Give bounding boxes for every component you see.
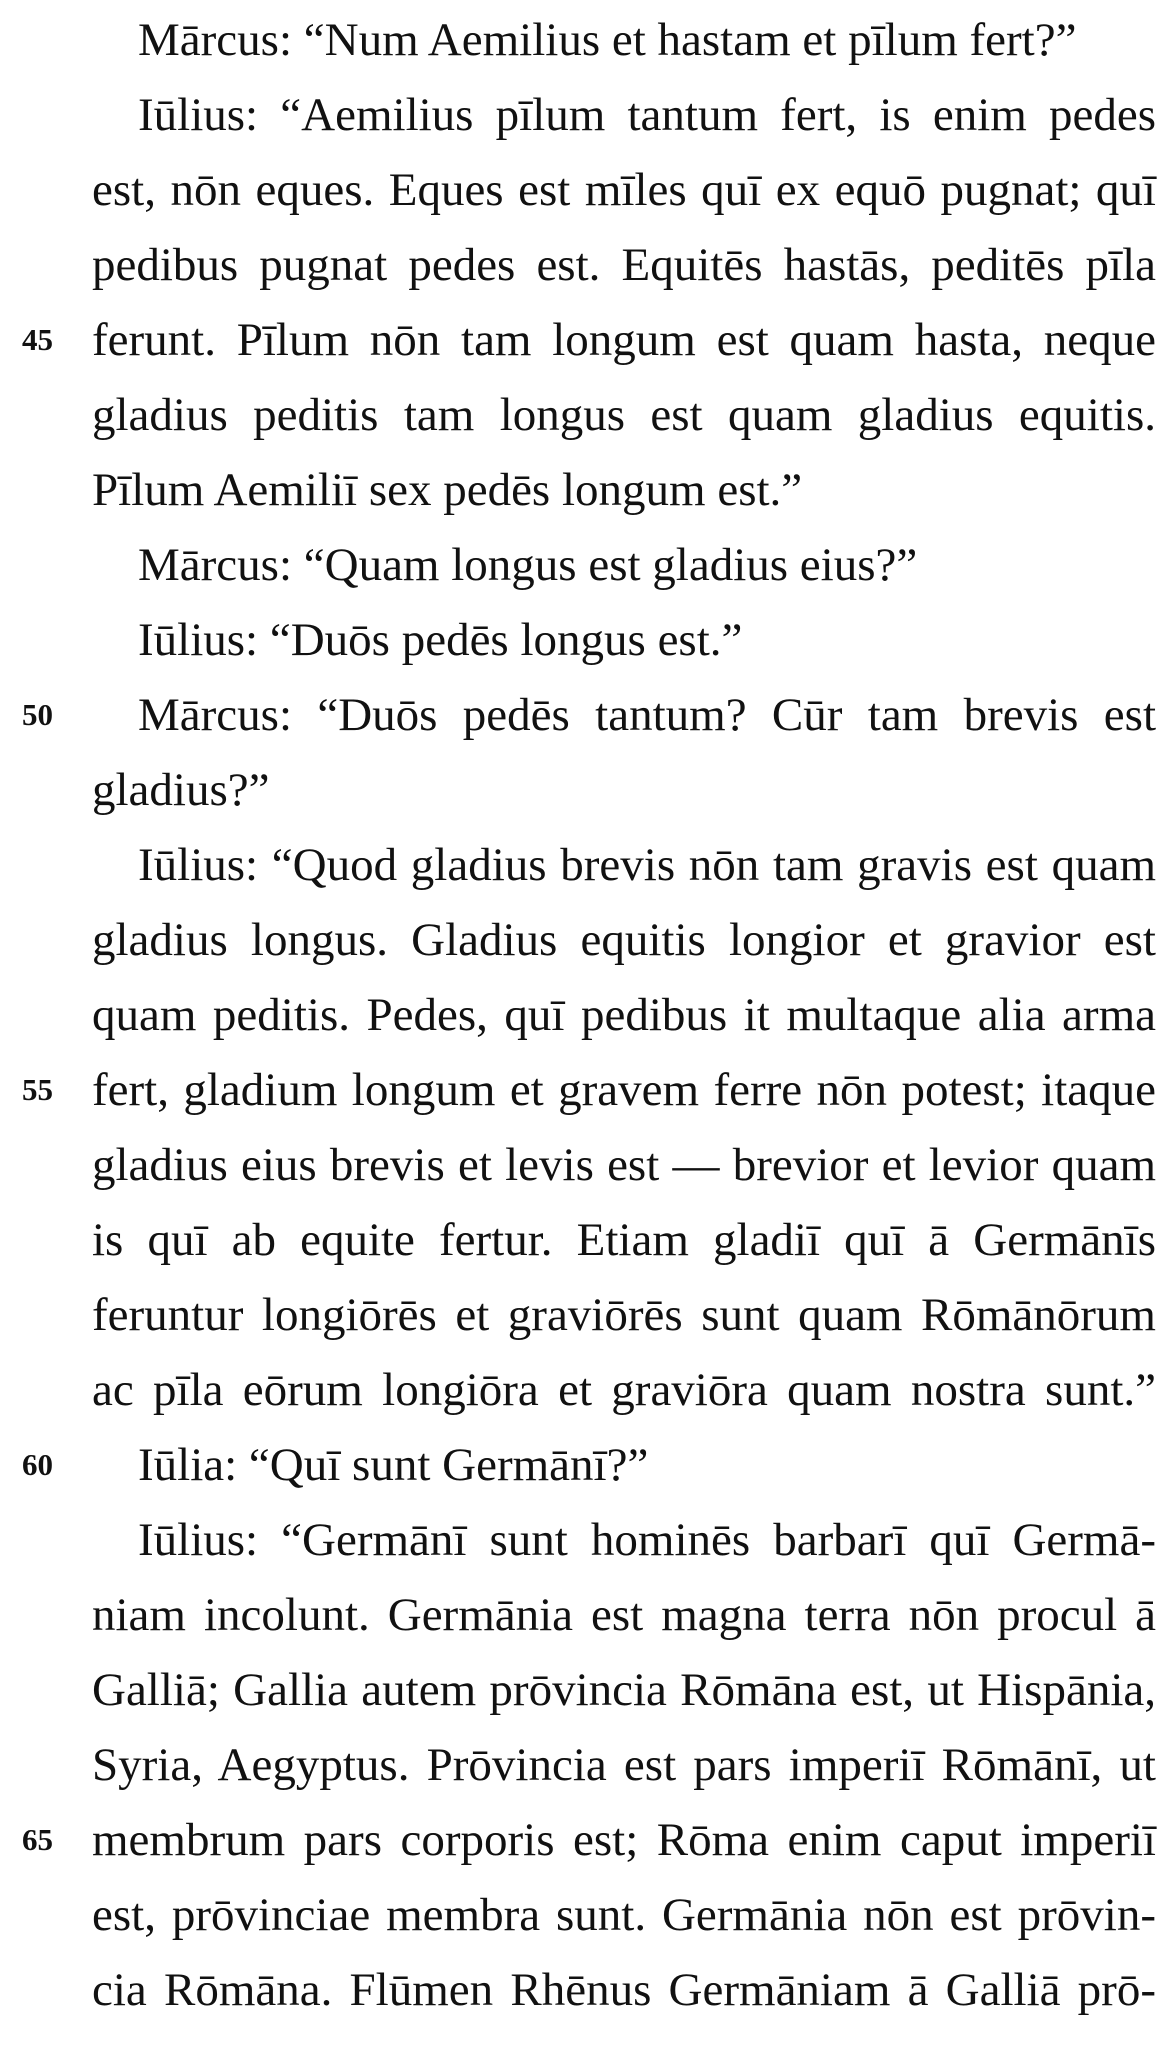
text-line: fert, gladium longum et gravem ferre nōn potest; itaque — [92, 1064, 1156, 1116]
text-line: gladius longus. Gladius equitis longior et gravior est — [92, 914, 1156, 966]
text-line: Mārcus: “Num Aemilius et hastam et pīlum fert?” — [138, 14, 1077, 66]
text-line: cia Rōmāna. Flūmen Rhēnus Germāniam ā Galliā prō- — [92, 1964, 1156, 2016]
text-line: ac pīla eōrum longiōra et graviōra quam nostra sunt.” — [92, 1364, 1156, 1416]
text-line: est, prōvinciae membra sunt. Germānia nōn est prōvin- — [92, 1889, 1156, 1941]
text-line: is quī ab equite fertur. Etiam gladiī quī ā Germānīs — [92, 1214, 1156, 1266]
text-line: Iūlia: “Quī sunt Germānī?” — [138, 1439, 649, 1491]
text-line: Mārcus: “Quam longus est gladius eius?” — [138, 539, 918, 591]
text-line: gladius?” — [92, 764, 270, 816]
text-line: ferunt. Pīlum nōn tam longum est quam hasta, neque — [92, 314, 1156, 366]
text-line: Iūlius: “Duōs pedēs longus est.” — [138, 614, 743, 666]
text-line: niam incolunt. Germānia est magna terra nōn procul ā — [92, 1589, 1156, 1641]
text-line: quam peditis. Pedes, quī pedibus it multaque alia arma — [92, 989, 1156, 1041]
text-line: feruntur longiōrēs et graviōrēs sunt quam Rōmānōrum — [92, 1289, 1156, 1341]
text-line: est, nōn eques. Eques est mīles quī ex equō pugnat; quī — [92, 164, 1156, 216]
text-line: Iūlius: “Aemilius pīlum tantum fert, is enim pedes — [138, 89, 1156, 141]
text-line: Iūlius: “Quod gladius brevis nōn tam gravis est quam — [138, 839, 1156, 891]
text-line: gladius eius brevis et levis est — brevior et levior quam — [92, 1139, 1156, 1191]
text-line: Pīlum Aemiliī sex pedēs longum est.” — [92, 464, 803, 516]
text-line: Galliā; Gallia autem prōvincia Rōmāna est, ut Hispānia, — [92, 1664, 1156, 1716]
text-line: Mārcus: “Duōs pedēs tantum? Cūr tam brevis est — [138, 689, 1156, 741]
line-number: 55 — [22, 1072, 53, 1107]
text-line: gladius peditis tam longus est quam gladius equitis. — [92, 389, 1156, 441]
text-line: Syria, Aegyptus. Prōvincia est pars imperiī Rōmānī, ut — [92, 1739, 1156, 1791]
line-number: 45 — [22, 322, 53, 357]
line-number: 50 — [22, 697, 53, 732]
text-line: pedibus pugnat pedes est. Equitēs hastās, peditēs pīla — [92, 239, 1156, 291]
line-number: 65 — [22, 1822, 53, 1857]
line-number: 60 — [22, 1447, 53, 1482]
text-line: Iūlius: “Germānī sunt hominēs barbarī quī Germā- — [138, 1514, 1156, 1566]
text-line: membrum pars corporis est; Rōma enim caput imperiī — [92, 1814, 1156, 1866]
